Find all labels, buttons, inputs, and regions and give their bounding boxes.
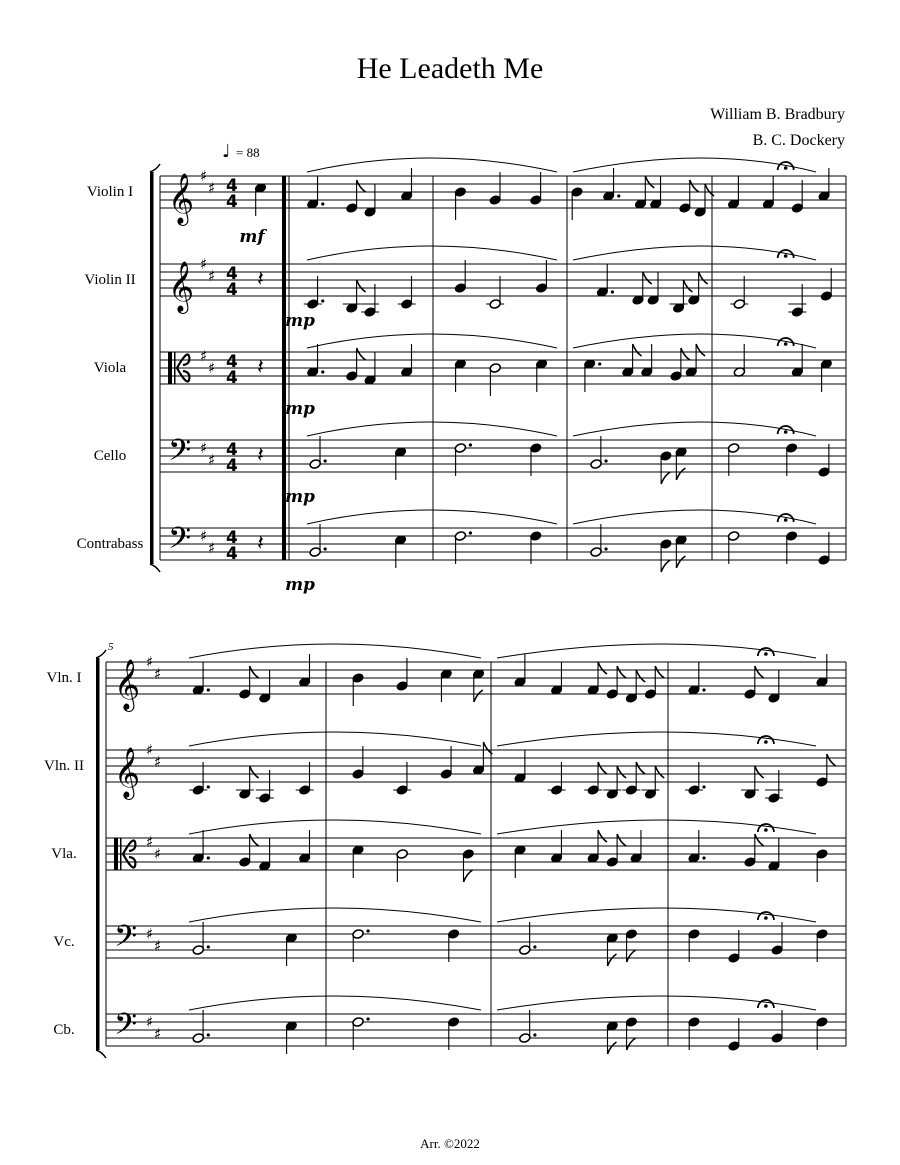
quarter-note-icon: ♩	[222, 141, 231, 162]
staff-0-0-dot	[321, 202, 324, 205]
instrument-label: Vln. II	[44, 758, 84, 774]
phrase-slur	[307, 510, 557, 524]
staff-1-1-note-flag	[827, 754, 836, 766]
staff-1-4-dot	[207, 1033, 210, 1036]
arranger: B. C. Dockery	[752, 132, 845, 149]
fermata-icon-dot	[784, 430, 788, 434]
phrase-slur	[189, 644, 481, 658]
bass-clef-icon: 𝄢	[168, 434, 192, 475]
instrument-label: Cello	[93, 448, 127, 464]
staff-1-1-note-flag	[636, 762, 645, 774]
time-signature-bottom: 4	[226, 280, 238, 300]
treble-clef-icon: 𝄞	[114, 747, 141, 798]
bass-clef-icon: 𝄢	[114, 920, 138, 961]
staff-0-1-note-flag	[699, 272, 708, 284]
time-signature-top: 4	[226, 352, 238, 372]
time-signature-bottom: 4	[226, 544, 238, 564]
phrase-slur	[189, 732, 481, 746]
dynamic-marking: mf	[239, 227, 265, 247]
staff-1-1-dot	[702, 785, 705, 788]
staff-0-2-note-flag	[357, 348, 366, 360]
staff-0-4-dot	[324, 547, 327, 550]
staff-1-2-key-sharp: ♯	[146, 833, 154, 851]
fermata-icon	[758, 824, 774, 832]
footer-copyright: Arr. ©2022	[420, 1136, 480, 1151]
composer: William B. Bradbury	[710, 106, 845, 123]
staff-1-4-dot	[366, 1017, 369, 1020]
treble-clef-icon: 𝄞	[114, 659, 141, 710]
staff-1-2-dot	[702, 856, 705, 859]
bass-clef-icon: 𝄢	[168, 522, 192, 563]
fermata-icon	[758, 1000, 774, 1008]
staff-0-3-dot	[324, 459, 327, 462]
staff-1-2-key-sharp: ♯	[154, 845, 162, 863]
phrase-slur	[497, 996, 816, 1010]
staff-0-4-note-flag	[661, 560, 670, 572]
staff-0-1-dot	[611, 290, 614, 293]
staff-1-3-key-sharp: ♯	[146, 925, 154, 943]
time-signature-top: 4	[226, 264, 238, 284]
staff-1-1-key-sharp: ♯	[154, 753, 162, 771]
staff-0-0-note-flag	[705, 184, 714, 196]
instrument-label: Vla.	[51, 846, 77, 862]
system-bracket-hook	[150, 164, 160, 172]
staff-1-0-note-flag	[617, 666, 626, 678]
system-bracket-hook	[150, 564, 160, 572]
fermata-icon-dot	[764, 652, 768, 656]
staff-0-0-note-flag	[645, 176, 654, 188]
time-signature-top: 4	[226, 440, 238, 460]
staff-0-3-key-sharp: ♯	[200, 439, 208, 457]
staff-1-3-dot	[533, 945, 536, 948]
staff-1-0-note-flag	[636, 670, 645, 682]
staff-1-2-note-flag	[250, 834, 259, 846]
staff-1-2-note-flag	[755, 834, 764, 846]
system-bracket	[96, 658, 100, 1050]
phrase-slur	[497, 732, 816, 746]
quarter-rest: 𝄽	[257, 355, 264, 380]
staff-1-1-dot	[207, 785, 210, 788]
time-signature-bottom: 4	[226, 456, 238, 476]
measure-number: 5	[108, 641, 114, 653]
fermata-icon-dot	[784, 166, 788, 170]
fermata-icon-dot	[784, 342, 788, 346]
staff-0-1-note-flag	[683, 280, 692, 292]
staff-1-2-note-flag	[617, 834, 626, 846]
fermata-icon-dot	[784, 518, 788, 522]
instrument-label: Cb.	[53, 1022, 75, 1038]
fermata-icon-dot	[764, 828, 768, 832]
phrase-slur	[497, 820, 816, 834]
staff-0-0-dot	[617, 194, 620, 197]
phrase-slur	[497, 908, 816, 922]
staff-1-0-note-flag	[598, 662, 607, 674]
alto-clef-icon-bar	[174, 352, 176, 384]
staff-0-0-note-flag	[357, 180, 366, 192]
staff-0-0-key-sharp: ♯	[208, 179, 216, 197]
staff-0-0-key-sharp: ♯	[200, 167, 208, 185]
staff-1-0-note-flag	[655, 666, 664, 678]
treble-clef-icon	[114, 747, 140, 800]
staff-0-2-note-flag	[696, 344, 705, 356]
staff-1-0-note-flag	[755, 666, 764, 678]
staff-1-1-note-flag	[250, 766, 259, 778]
staff-0-4-dot	[604, 547, 607, 550]
time-signature-top: 4	[226, 176, 238, 196]
dynamic-marking: mp	[285, 311, 315, 331]
treble-clef-icon	[114, 659, 140, 712]
staff-0-1-dot	[321, 299, 324, 302]
phrase-slur	[189, 820, 481, 834]
phrase-slur	[307, 246, 557, 260]
treble-clef-icon: 𝄞	[168, 261, 195, 312]
system-bracket-hook	[96, 650, 106, 658]
treble-clef-icon: 𝄞	[168, 173, 195, 224]
bass-clef-icon	[114, 1008, 137, 1049]
staff-0-3-note-flag	[661, 472, 670, 484]
alto-clef-icon-bar	[114, 838, 118, 870]
instrument-label: Vc.	[53, 934, 75, 950]
bass-clef-icon	[114, 920, 137, 961]
phrase-slur	[497, 644, 816, 658]
staff-0-2-key-sharp: ♯	[208, 359, 216, 377]
phrase-slur	[307, 158, 557, 172]
quarter-rest: 𝄽	[257, 531, 264, 556]
staff-0-1-note-flag	[357, 280, 366, 292]
time-signature-bottom: 4	[226, 368, 238, 388]
instrument-label: Violin I	[86, 184, 134, 200]
staff-1-0-key-sharp: ♯	[154, 665, 162, 683]
staff-1-4-key-sharp: ♯	[154, 1025, 162, 1043]
treble-clef-icon	[168, 173, 194, 226]
staff-0-2-dot	[598, 362, 601, 365]
staff-0-1-note-flag	[643, 272, 652, 284]
staff-1-4-key-sharp: ♯	[146, 1013, 154, 1031]
instrument-label: Violin II	[84, 272, 136, 288]
staff-0-4-key-sharp: ♯	[200, 527, 208, 545]
staff-0-2-note-flag	[633, 344, 642, 356]
staff-1-3-dot	[207, 945, 210, 948]
fermata-icon-dot	[764, 1004, 768, 1008]
bass-clef-icon	[168, 434, 191, 475]
staff-1-3-note-flag	[608, 954, 617, 966]
staff-1-3-dot	[366, 929, 369, 932]
instrument-label: Vln. I	[46, 670, 82, 686]
system-bracket	[150, 172, 154, 564]
fermata-icon-dot	[764, 916, 768, 920]
staff-1-0-dot	[207, 688, 210, 691]
fermata-icon	[758, 736, 774, 744]
alto-clef-icon-bar	[120, 838, 122, 870]
staff-1-1-note-flag	[655, 766, 664, 778]
staff-0-2-note-flag	[681, 348, 690, 360]
staff-1-0-dot	[702, 688, 705, 691]
staff-1-1-key-sharp: ♯	[146, 741, 154, 759]
staff-0-0-note-flag	[690, 180, 699, 192]
staff-0-2-key-sharp: ♯	[200, 347, 208, 365]
staff-0-4-dot	[469, 531, 472, 534]
phrase-slur	[189, 908, 481, 922]
bass-clef-icon	[168, 522, 191, 563]
staff-0-3-dot	[469, 443, 472, 446]
staff-1-0-key-sharp: ♯	[146, 653, 154, 671]
staff-1-2-note-flag	[598, 830, 607, 842]
quarter-rest: 𝄽	[257, 267, 264, 292]
instrument-label: Contrabass	[76, 536, 144, 552]
staff-0-3-dot	[604, 459, 607, 462]
staff-1-4-note-flag	[627, 1038, 636, 1050]
score-title: He Leadeth Me	[356, 52, 544, 85]
system-bracket-hook	[96, 1050, 106, 1058]
phrase-slur	[307, 334, 557, 348]
staff-0-2-dot	[321, 370, 324, 373]
phrase-slur	[189, 996, 481, 1010]
fermata-icon-dot	[784, 254, 788, 258]
staff-1-1-note-flag	[755, 766, 764, 778]
phrase-slur	[307, 422, 557, 436]
dynamic-marking: mp	[285, 399, 315, 419]
staff-0-1-key-sharp: ♯	[200, 255, 208, 273]
fermata-icon	[758, 912, 774, 920]
staff-1-4-note-flag	[608, 1042, 617, 1054]
staff-0-4-note-flag	[676, 556, 685, 568]
staff-1-0-note-flag	[250, 666, 259, 678]
tempo-marking	[222, 141, 260, 162]
treble-clef-icon	[168, 261, 194, 314]
staff-1-2-dot	[207, 856, 210, 859]
staff-1-3-note-flag	[627, 950, 636, 962]
dynamic-marking: mp	[285, 487, 315, 507]
staff-1-2-note-flag	[464, 870, 473, 882]
alto-clef-icon-bar	[168, 352, 172, 384]
fermata-icon	[758, 648, 774, 656]
staff-0-1-key-sharp: ♯	[208, 267, 216, 285]
staff-1-1-note-flag	[598, 762, 607, 774]
quarter-rest: 𝄽	[257, 443, 264, 468]
staff-1-1-note-flag	[617, 766, 626, 778]
dynamic-marking: mp	[285, 575, 315, 595]
staff-1-3-key-sharp: ♯	[154, 937, 162, 955]
staff-0-3-note-flag	[676, 468, 685, 480]
time-signature-top: 4	[226, 528, 238, 548]
staff-0-3-key-sharp: ♯	[208, 451, 216, 469]
tempo-value: = 88	[236, 145, 260, 160]
fermata-icon-dot	[764, 740, 768, 744]
time-signature-bottom: 4	[226, 192, 238, 212]
staff-0-4-key-sharp: ♯	[208, 539, 216, 557]
bass-clef-icon: 𝄢	[114, 1008, 138, 1049]
staff-1-4-dot	[533, 1033, 536, 1036]
staff-1-0-note-flag	[474, 690, 483, 702]
instrument-label: Viola	[93, 360, 127, 376]
